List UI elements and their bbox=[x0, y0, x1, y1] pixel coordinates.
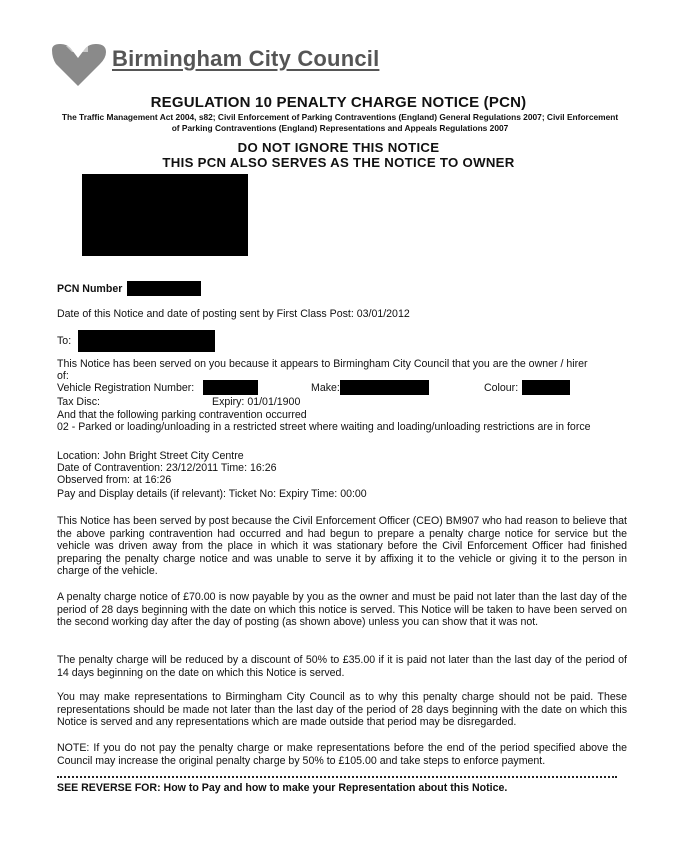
served-reason-line-1: This Notice has been served on you because it appears to Birmingham City Council that you are the owner / hirer bbox=[57, 358, 588, 370]
vehicle-registration-label: Vehicle Registration Number: bbox=[57, 382, 195, 394]
notice-title: REGULATION 10 PENALTY CHARGE NOTICE (PCN) bbox=[150, 94, 527, 111]
paragraph-representations: You may make representations to Birmingham City Council as to why this penalty charge should not be paid. These representations should be made not later than the last day of the period of 28 days beginning with the date on which this Notice is served and any representations which are made outside that period may be disregarded. bbox=[57, 691, 627, 728]
make-label: Make: bbox=[311, 382, 340, 394]
redacted-recipient bbox=[78, 330, 215, 352]
paragraph-penalty-amount: A penalty charge notice of £70.00 is now payable by you as the owner and must be paid not later than the last day of the period of 28 days beginning with the date on which this notice is served. This Notice will be taken to have been served on the second working day after the day of posting (as shown above) unless you can show that it was not. bbox=[57, 591, 627, 628]
observed-from-line: Observed from: at 16:26 bbox=[57, 474, 172, 486]
redacted-colour bbox=[522, 380, 570, 395]
contravention-date-line: Date of Contravention: 23/12/2011 Time: 16:26 bbox=[57, 462, 277, 474]
paragraph-service-reason: This Notice has been served by post because the Civil Enforcement Officer (CEO) BM907 who had reason to believe that the above parking contravention had occurred and had begun to prepare a penalty charge notice for service but the vehicle was driven away from the place in which it was stationary before the Civil Enforcement Officer had finished preparing the penalty charge notice and was unable to serve it by affixing it to the vehicle or giving it to the person in charge of the vehicle. bbox=[57, 515, 627, 577]
warning-line-1: DO NOT IGNORE THIS NOTICE bbox=[237, 140, 440, 155]
legislation-reference: The Traffic Management Act 2004, s82; Civil Enforcement of Parking Contraventions (England) General Regulations 2007; Civil Enforcement of Parking Contraventions (England) Representations and Appeals Regulations 2007 bbox=[61, 112, 619, 133]
see-reverse-notice: SEE REVERSE FOR: How to Pay and how to make your Representation about this Notice. bbox=[57, 782, 508, 794]
redacted-make bbox=[340, 380, 429, 395]
paragraph-note: NOTE: If you do not pay the penalty charge or make representations before the end of the period specified above the Council may increase the original penalty charge by 50% to £105.00 and take steps to enforce payment. bbox=[57, 742, 627, 767]
colour-label: Colour: bbox=[484, 382, 519, 394]
council-logo bbox=[48, 40, 378, 92]
contravention-description: 02 - Parked or loading/unloading in a restricted street where waiting and loading/unloading restrictions are in force bbox=[57, 421, 591, 433]
council-name: Birmingham City Council bbox=[112, 46, 380, 71]
tax-disc-expiry: Expiry: 01/01/1900 bbox=[212, 396, 301, 408]
redacted-registration bbox=[203, 380, 258, 395]
redacted-address-block bbox=[82, 174, 248, 256]
served-reason-line-2: of: bbox=[57, 370, 69, 382]
location-line: Location: John Bright Street City Centre bbox=[57, 450, 244, 462]
redacted-pcn-number bbox=[127, 281, 201, 296]
tax-disc-label: Tax Disc: bbox=[57, 396, 100, 408]
pcn-number-label: PCN Number bbox=[57, 283, 123, 295]
contravention-intro: And that the following parking contravention occurred bbox=[57, 409, 307, 421]
council-logo-icon bbox=[48, 40, 112, 90]
notice-date-line: Date of this Notice and date of posting sent by First Class Post: 03/01/2012 bbox=[57, 308, 410, 320]
dotted-divider bbox=[57, 776, 617, 778]
pay-and-display-line: Pay and Display details (if relevant): Ticket No: Expiry Time: 00:00 bbox=[57, 488, 367, 500]
paragraph-discount: The penalty charge will be reduced by a discount of 50% to £35.00 if it is paid not later than the last day of the period of 14 days beginning on the date on which this Notice is served. bbox=[57, 654, 627, 679]
recipient-label: To: bbox=[57, 335, 72, 347]
warning-line-2: THIS PCN ALSO SERVES AS THE NOTICE TO OWNER bbox=[162, 155, 515, 170]
